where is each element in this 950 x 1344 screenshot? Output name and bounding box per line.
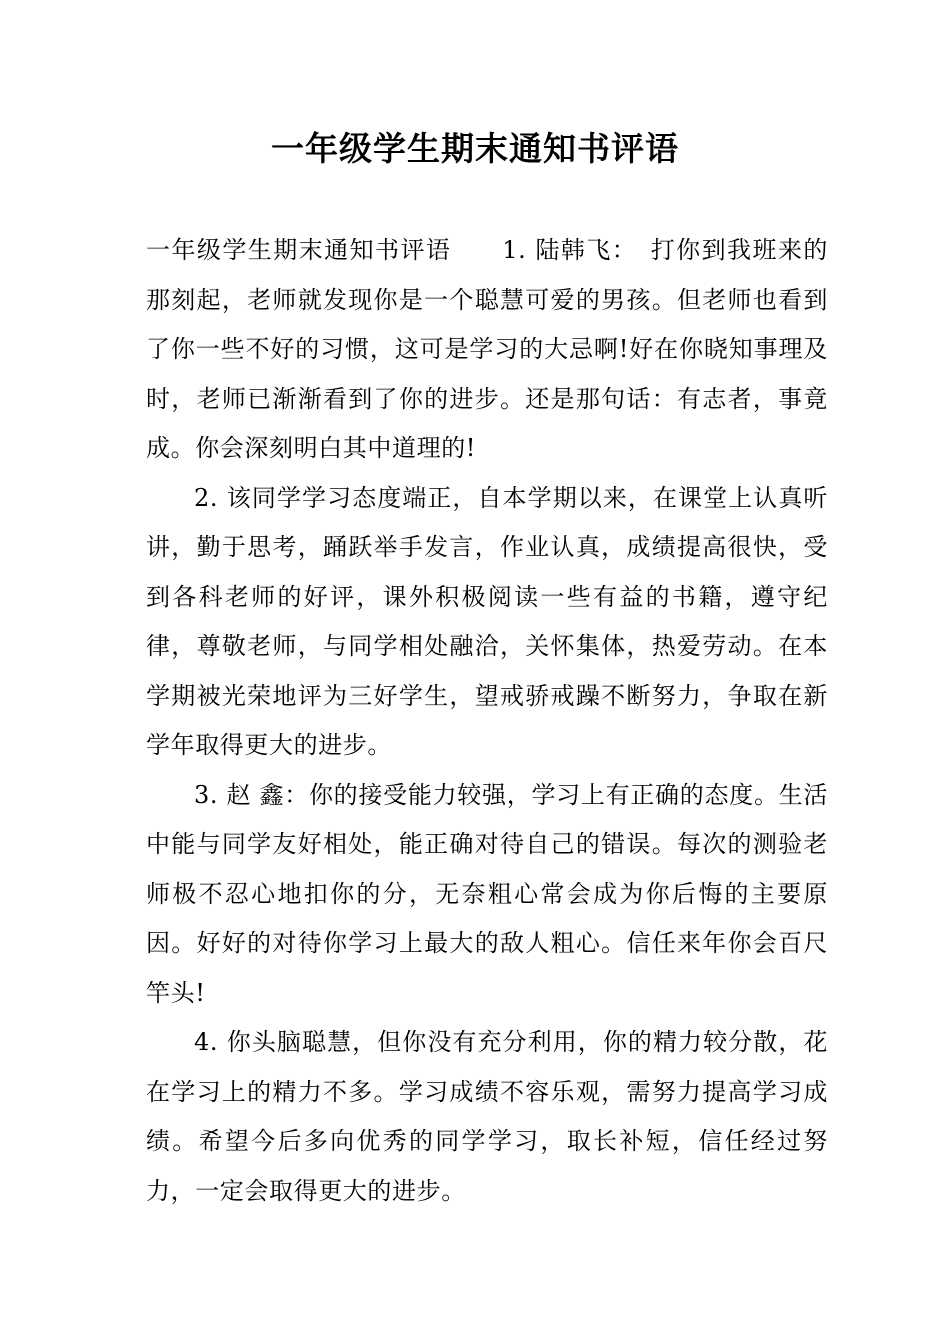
paragraph-1: 一年级学生期末通知书评语 1. 陆韩飞： 打你到我班来的那刻起，老师就发现你是一个聪慧可爱的男孩。但老师也看到了你一些不好的习惯，这可是学习的大忌啊!好在你晓知事理及时，老师已渐渐看到了你的进步。还是那句话：有志者，事竟成。你会深刻明白其中道理的! <box>146 236 828 462</box>
document-body <box>146 226 828 1216</box>
paragraph-4: 4. 你头脑聪慧，但你没有充分利用，你的精力较分散，花在学习上的精力不多。学习成绩不容乐观，需努力提高学习成绩。希望今后多向优秀的同学学习，取长补短，信任经过努力，一定会取得更大的进步。 <box>146 1028 828 1205</box>
paragraph-2: 2. 该同学学习态度端正，自本学期以来，在课堂上认真听讲，勤于思考，踊跃举手发言，作业认真，成绩提高很快，受到各科老师的好评，课外积极阅读一些有益的书籍，遵守纪律，尊敬老师，与同学相处融洽，关怀集体，热爱劳动。在本学期被光荣地评为三好学生，望戒骄戒躁不断努力，争取在新学年取得更大的进步。 <box>146 483 828 759</box>
document-title: 一年级学生期末通知书评语 <box>271 129 679 168</box>
paragraph-3: 3. 赵 鑫：你的接受能力较强，学习上有正确的态度。生活中能与同学友好相处，能正确对待自己的错误。每次的测验老师极不忍心地扣你的分，无奈粗心常会成为你后悔的主要原因。好好的对待你学习上最大的敌人粗心。信任来年你会百尺竿头! <box>146 780 828 1007</box>
